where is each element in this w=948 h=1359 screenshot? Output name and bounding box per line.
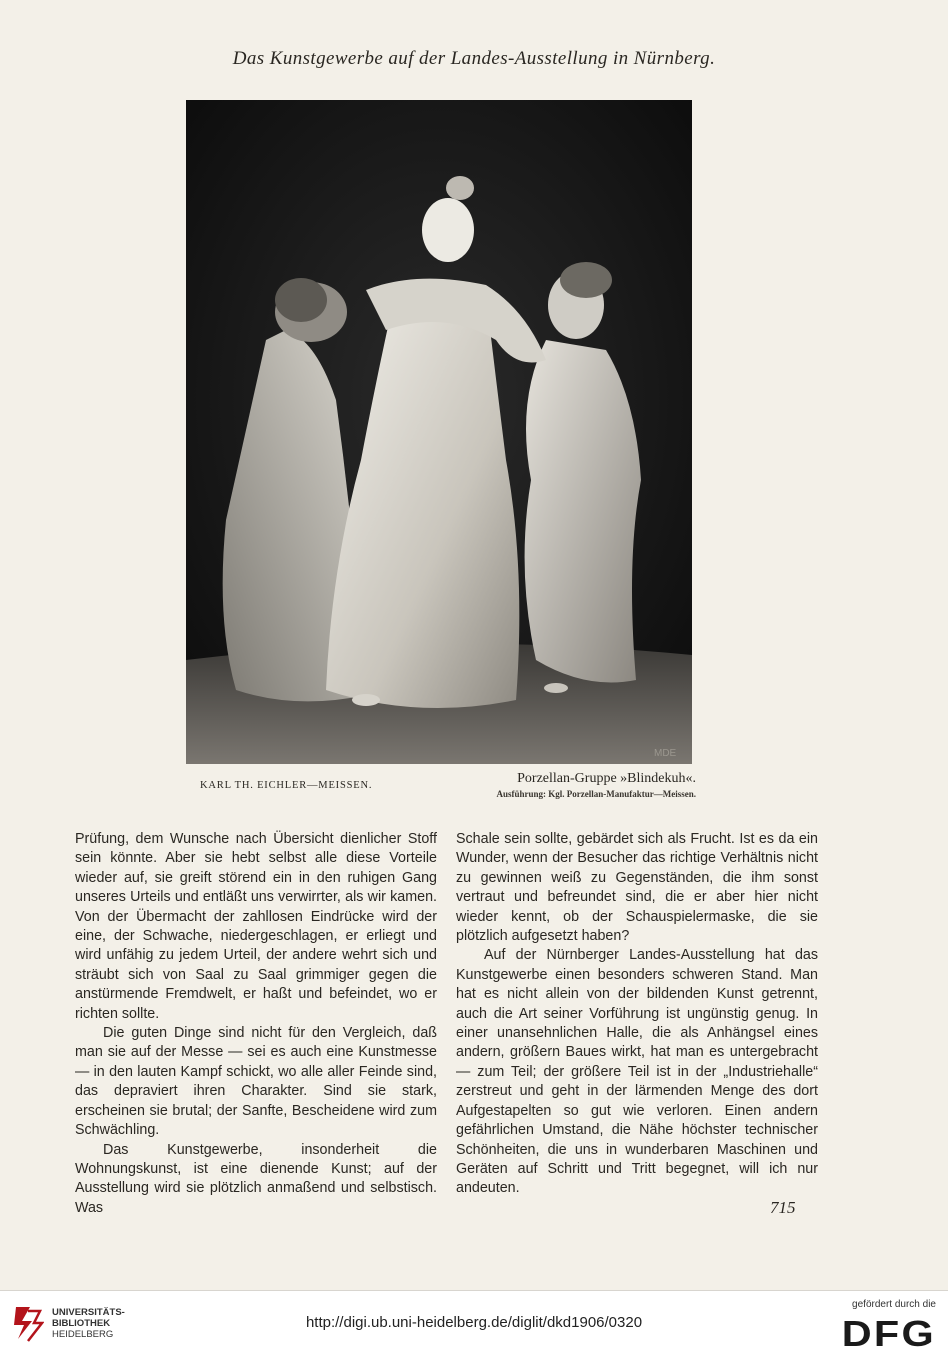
- paragraph: Die guten Dinge sind nicht für den Vergleich, daß man sie auf der Messe — sei es auch eine Kunstmesse — in den lauten Kampf schickt, wo alle aller Feinde sind, das depraviert ihren Charakter. Sind sie stark, erscheinen sie brutal; der Sanfte, Bescheidene wird zum Schwächling.: [75, 1025, 437, 1139]
- figure-artist: KARL TH. EICHLER—MEISSEN.: [200, 780, 373, 791]
- running-title: Das Kunstgewerbe auf der Landes-Ausstellung in Nürnberg.: [232, 48, 716, 69]
- funder-text: gefördert durch die: [852, 1299, 936, 1310]
- paragraph: Auf der Nürnberger Landes-Ausstellung hat das Kunstgewerbe einen besonders schweren Stand. Man hat es nicht allein von der bildenden Kunst getrennt, auch die Art seiner Vorführung ist ungünstig genug. In einer unansehnlichen Halle, die als Anhängsel eines andern, größern Baues wirkt, hat man es untergebracht — zum Teil; der größere Teil ist in der „Industriehalle“ zerstreut und geht in der lärmenden Menge des dort Aufgestapelten so gut wie verloren. Einen andern gefährlichen Umstand, die Nähe höchster technischer Schönheiten, die uns in wunderbaren Maschinen und Geräten auf Schritt und Tritt begegnet, will ich nur andeuten.: [456, 947, 818, 1197]
- dfg-logo[interactable]: DFG: [841, 1313, 936, 1354]
- text-column-right: [456, 830, 818, 1199]
- text-column-left: [75, 830, 437, 1218]
- figure-credit: Ausführung: Kgl. Porzellan-Manufaktur—Meissen.: [496, 789, 696, 799]
- figure-title: Porzellan-Gruppe »Blindekuh«.: [517, 771, 696, 786]
- permalink-url[interactable]: http://digi.ub.uni-heidelberg.de/diglit/dkd1906/0320: [305, 1314, 643, 1331]
- svg-text:MDE: MDE: [654, 748, 677, 759]
- paragraph: Schale sein sollte, gebärdet sich als Frucht. Ist es da ein Wunder, wenn der Besucher das richtige Verhältnis nicht zu gewinnen weiß zu Gegenständen, die ihm sonst vertraut und befreundet sind, die er aber hier nicht wieder kennt, ob der Schauspielermaske, die sie plötzlich aufgesetzt haben?: [456, 831, 818, 945]
- page-number: 715: [770, 1198, 796, 1217]
- library-name: UNIVERSITÄTS- BIBLIOTHEK HEIDELBERG: [52, 1307, 125, 1340]
- paragraph: Prüfung, dem Wunsche nach Übersicht dienlicher Stoff sein könnte. Aber sie hebt selbst alle diese Vorteile wieder auf, sie greift störend ein in den ruhigen Gang unseres Urteils und entläßt uns verwirrter, als wir kamen. Von der Übermacht der zahllosen Eindrücke wird der eine, der Schwache, niedergeschlagen, er erliegt und wird unfähig zu jedem Urteil, der andere wehrt sich und sträubt sich von Saal zu Saal grimmiger gegen die anstürmende Fremdwelt, er haßt und befeindet, wo er richten sollte.: [75, 831, 437, 1022]
- figure-caption: [440, 771, 696, 799]
- figure-photo: [186, 100, 692, 764]
- viewer-footer: [0, 1290, 948, 1359]
- paragraph: Das Kunstgewerbe, insonderheit die Wohnungskunst, ist eine dienende Kunst; auf der Ausstellung wird sie plötzlich anmaßend und selbstisch. Was: [75, 1141, 437, 1216]
- porcelain-figure-group-photo: [186, 100, 692, 764]
